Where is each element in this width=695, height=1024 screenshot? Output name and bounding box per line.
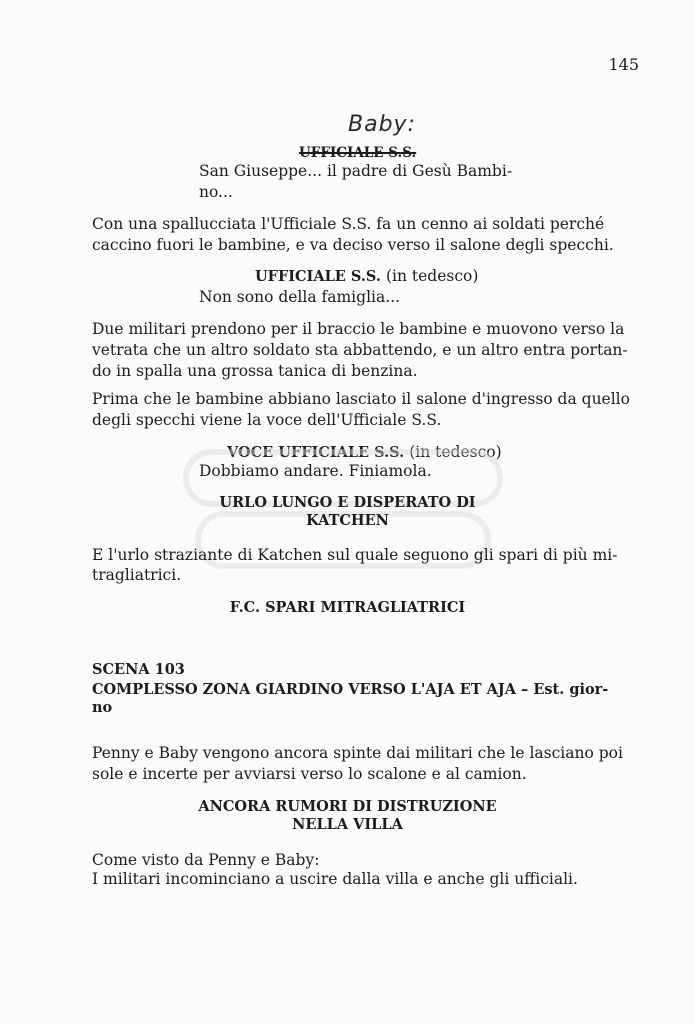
- sound-cue-line: ANCORA RUMORI DI DISTRUZIONE: [198, 798, 497, 815]
- action-line: do in spalla una grossa tanica di benzina.: [92, 362, 418, 380]
- action-line: Con una spallucciata l'Ufficiale S.S. fa un cenno ai soldati perché: [92, 215, 605, 233]
- action-line: vetrata che un altro soldato sta abbattendo, e un altro entra portan-: [92, 341, 628, 359]
- action-line: sole e incerte per avviarsi verso lo scalone e al camion.: [92, 765, 527, 783]
- handwritten-note: Baby:: [348, 112, 416, 137]
- action-line: Prima che le bambine abbiano lasciato il salone d'ingresso da quello: [92, 390, 630, 408]
- sound-cue-line: KATCHEN: [306, 512, 389, 529]
- speaker-name: UFFICIALE S.S.: [255, 268, 381, 285]
- action-line: Come visto da Penny e Baby:: [92, 851, 320, 869]
- dialogue-line: no...: [199, 183, 233, 201]
- sound-cue-line: URLO LUNGO E DISPERATO DI: [219, 494, 476, 511]
- scene-number: SCENA 103: [92, 661, 185, 678]
- scene-heading: no: [92, 699, 113, 716]
- page-number: 145: [608, 55, 639, 74]
- speaker-note: (in tedesco): [385, 267, 479, 285]
- dialogue-line: Dobbiamo andare. Finiamola.: [199, 462, 432, 480]
- speaker-struck: UFFICIALE S.S.: [299, 145, 417, 161]
- speaker-name: VOCE UFFICIALE S.S.: [227, 444, 405, 461]
- sound-cue-line: NELLA VILLA: [292, 816, 403, 833]
- action-line: Penny e Baby vengono ancora spinte dai militari che le lasciano poi: [92, 744, 623, 762]
- action-line: tragliatrici.: [92, 566, 182, 584]
- action-line: Due militari prendono per il braccio le bambine e muovono verso la: [92, 320, 625, 338]
- action-line: degli specchi viene la voce dell'Ufficiale S.S.: [92, 411, 442, 429]
- sound-cue: F.C. SPARI MITRAGLIATRICI: [229, 599, 466, 616]
- dialogue-line: Non sono della famiglia...: [199, 288, 401, 306]
- action-line: E l'urlo straziante di Katchen sul quale seguono gli spari di più mi-: [92, 546, 618, 564]
- dialogue-line: San Giuseppe... il padre di Gesù Bambi-: [199, 162, 513, 180]
- speaker-note: (in tedesco): [409, 443, 502, 461]
- action-line: I militari incominciano a uscire dalla villa e anche gli ufficiali.: [92, 870, 578, 888]
- scene-heading: COMPLESSO ZONA GIARDINO VERSO L'AJA ET AJA – Est. gior-: [92, 681, 609, 698]
- speaker: [255, 266, 478, 287]
- action-line: caccino fuori le bambine, e va deciso verso il salone degli specchi.: [92, 236, 614, 254]
